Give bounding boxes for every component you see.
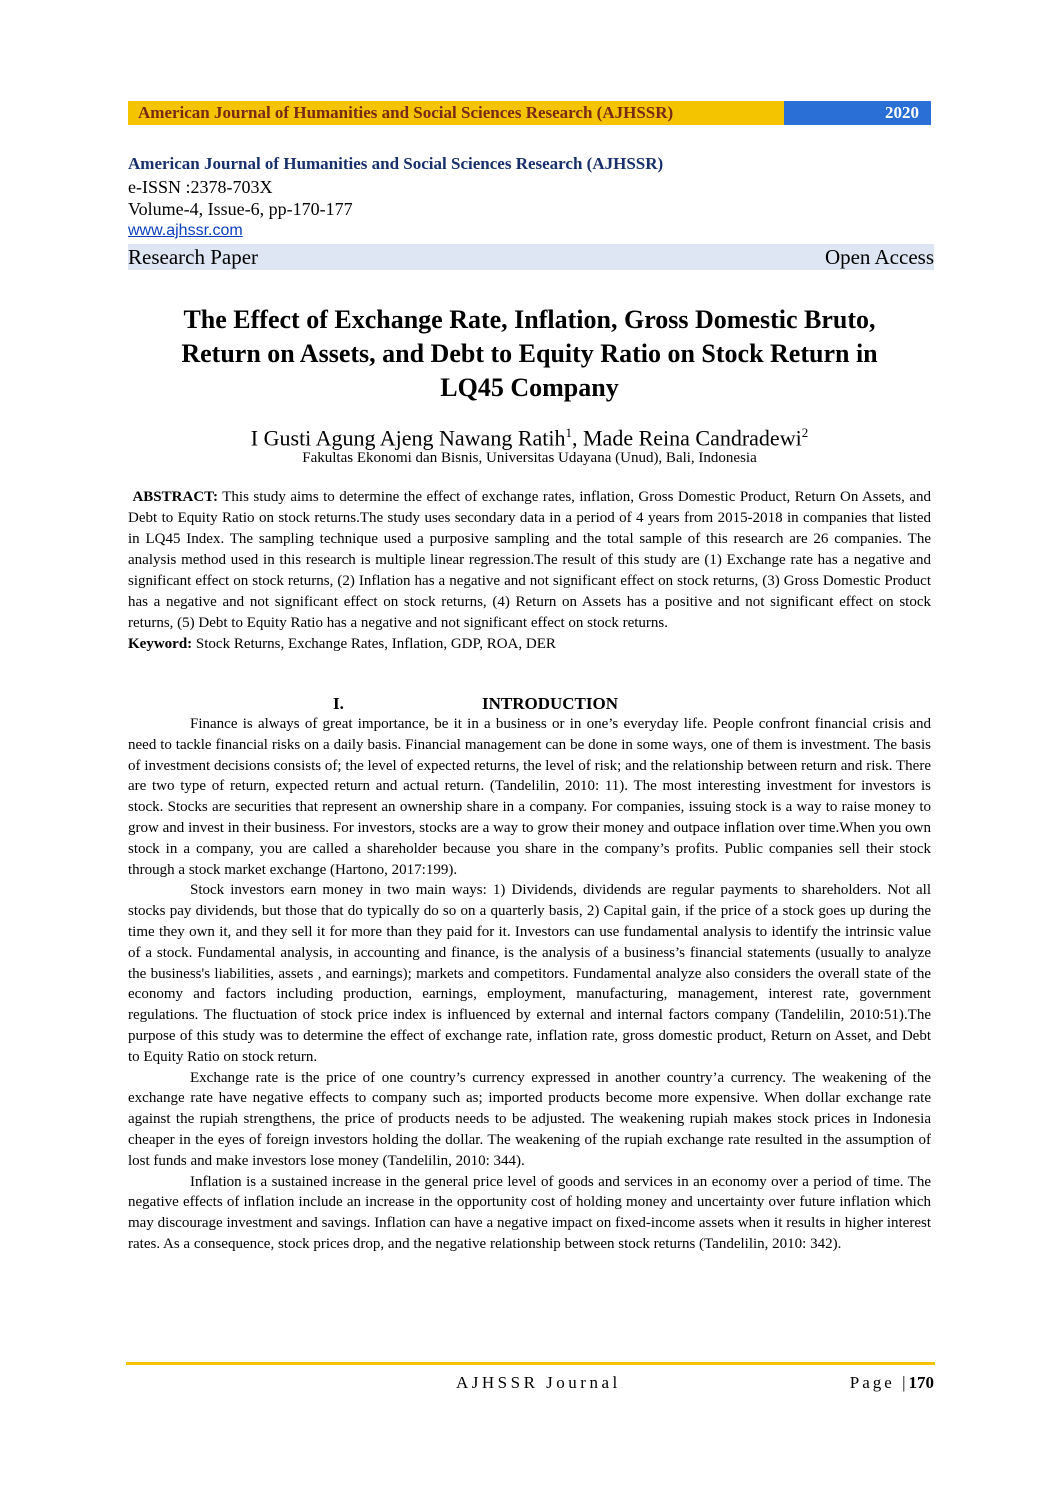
page-label: Page | bbox=[849, 1373, 909, 1392]
footer-rule bbox=[126, 1362, 935, 1365]
body-text bbox=[128, 714, 931, 1255]
footer-page bbox=[850, 1373, 934, 1393]
header-year: 2020 bbox=[784, 101, 931, 125]
abstract-text: This study aims to determine the effect of exchange rates, inflation, Gross Domestic Product, Return On Assets, and Debt to Equity Ratio on stock returns.The study uses secondary data in a period of 4 years from 2015-2018 in companies that listed in LQ45 Index. The sampling technique used a purposive sampling and the total sample of this research are 26 companies. The analysis method used in this research is multiple linear regression.The result of this study are (1) Exchange rate has a negative and significant effect on stock returns, (2) Inflation has a negative and not significant effect on stock returns, (3) Gross Domestic Product has a negative and not significant effect on stock returns, (4) Return on Assets has a positive and not significant effect on stock returns, (5) Debt to Equity Ratio has a negative and not significant effect on stock returns. bbox=[128, 489, 932, 631]
abstract bbox=[128, 487, 931, 655]
body-paragraph: Stock investors earn money in two main ways: 1) Dividends, dividends are regular payments to shareholders. Not all stocks pay dividends, but those that do typically do so on a quarterly basis, 2) Capital gain, if the price of a stock goes up during the time they own it, and they sell it for more than they paid for it. Investors can use fundamental analysis to identify the intrinsic value of a stock. Fundamental analysis, in accounting and finance, is the analysis of a business’s financial statements (usually to analyze the business's liabilities, assets , and earnings); markets and competitors. Fundamental analyze also considers the overall state of the economy and factors including production, earnings, employment, manufacturing, management, interest rate, government regulations. The fluctuation of stock price index is influenced by external and internal factors company (Tandelilin, 2010:51).The purpose of this study was to determine the effect of exchange rate, inflation rate, gross domestic product, Return on Asset, and Debt to Equity Ratio on stock return. bbox=[128, 882, 931, 1065]
keyword-label: Keyword: bbox=[128, 636, 193, 652]
volume-issue: Volume-4, Issue-6, pp-170-177 bbox=[128, 199, 353, 219]
page-number: 170 bbox=[908, 1373, 934, 1392]
paper-type-band bbox=[128, 244, 934, 270]
keywords bbox=[128, 634, 931, 655]
journal-header-bar bbox=[128, 101, 931, 125]
author-affiliation-marker: 1 bbox=[565, 425, 572, 440]
meta-journal-name: American Journal of Humanities and Social Sciences Research (AJHSSR) bbox=[128, 154, 664, 173]
section-title: INTRODUCTION bbox=[482, 694, 619, 713]
author-name: I Gusti Agung Ajeng Nawang Ratih bbox=[250, 425, 566, 451]
issn: e-ISSN :2378-703X bbox=[128, 177, 273, 197]
open-access-label: Open Access bbox=[824, 244, 934, 269]
author-name: Made Reina Candradewi bbox=[583, 425, 802, 451]
body-paragraph: Inflation is a sustained increase in the general price level of goods and services in an economy over a period of time. The negative effects of inflation include an increase in the opportunity cost of holding money and uncertainty over future inflation which may discourage investment and savings. Inflation can have a negative impact on fixed-income assets when it results in higher interest rates. As a consequence, stock prices drop, and the negative relationship between stock returns (Tandelilin, 2010: 342). bbox=[128, 1173, 931, 1252]
body-paragraph: Exchange rate is the price of one country’s currency expressed in another country’a currency. The weakening of the exchange rate have negative effects to company such as; imported products become more expensive. When dollar exchange rate against the rupiah strengthens, the price of products needs to be adjusted. The weakening rupiah makes stock prices in Indonesia cheaper in the eyes of foreign investors holding the dollar. The weakening of the rupiah exchange rate resulted in the assumption of lost funds and make investors lose money (Tandelilin, 2010: 344). bbox=[128, 1069, 931, 1169]
journal-website-link[interactable]: www.ajhssr.com bbox=[128, 222, 243, 239]
abstract-label: ABSTRACT: bbox=[132, 489, 219, 505]
section-number: I. bbox=[333, 694, 344, 713]
header-journal-name: American Journal of Humanities and Social Sciences Research (AJHSSR) bbox=[128, 101, 784, 125]
author-affiliation-marker: 2 bbox=[801, 425, 809, 440]
author-separator: , bbox=[572, 425, 583, 451]
keyword-list: Stock Returns, Exchange Rates, Inflation, GDP, ROA, DER bbox=[195, 636, 556, 652]
page-footer bbox=[128, 1373, 934, 1397]
paper-title bbox=[128, 303, 931, 405]
paper-type: Research Paper bbox=[128, 244, 259, 269]
affiliation: Fakultas Ekonomi dan Bisnis, Universitas Udayana (Unud), Bali, Indonesia bbox=[302, 450, 757, 466]
journal-meta-block bbox=[128, 152, 934, 270]
title-line: Return on Assets, and Debt to Equity Ratio on Stock Return in bbox=[181, 339, 878, 368]
abstract-paragraph bbox=[128, 487, 931, 634]
title-line: The Effect of Exchange Rate, Inflation, Gross Domestic Bruto, bbox=[183, 305, 876, 334]
body-paragraph: Finance is always of great importance, be it in a business or in one’s everyday life. People confront financial crisis and need to tackle financial risks on a daily basis. Financial management can be done in some ways, one of them is investment. The basis of investment decisions consists of; the level of expected returns, the level of risk; and the relationship between return and risk. There are two type of return, expected return and actual return. (Tandelilin, 2010: 11). The most interesting investment for investors is stock. Stocks are securities that represent an ownership share in a company. For companies, issuing stock is a way to raise money to grow and invest in their business. For investors, stocks are a way to grow their money and outpace inflation over time.When you own stock in a company, you are called a shareholder because you share in the company’s profits. Public companies sell their stock through a stock market exchange (Hartono, 2017:199). bbox=[128, 716, 931, 878]
footer-journal: AJHSSR Journal bbox=[456, 1373, 621, 1392]
title-line: LQ45 Company bbox=[440, 373, 619, 402]
